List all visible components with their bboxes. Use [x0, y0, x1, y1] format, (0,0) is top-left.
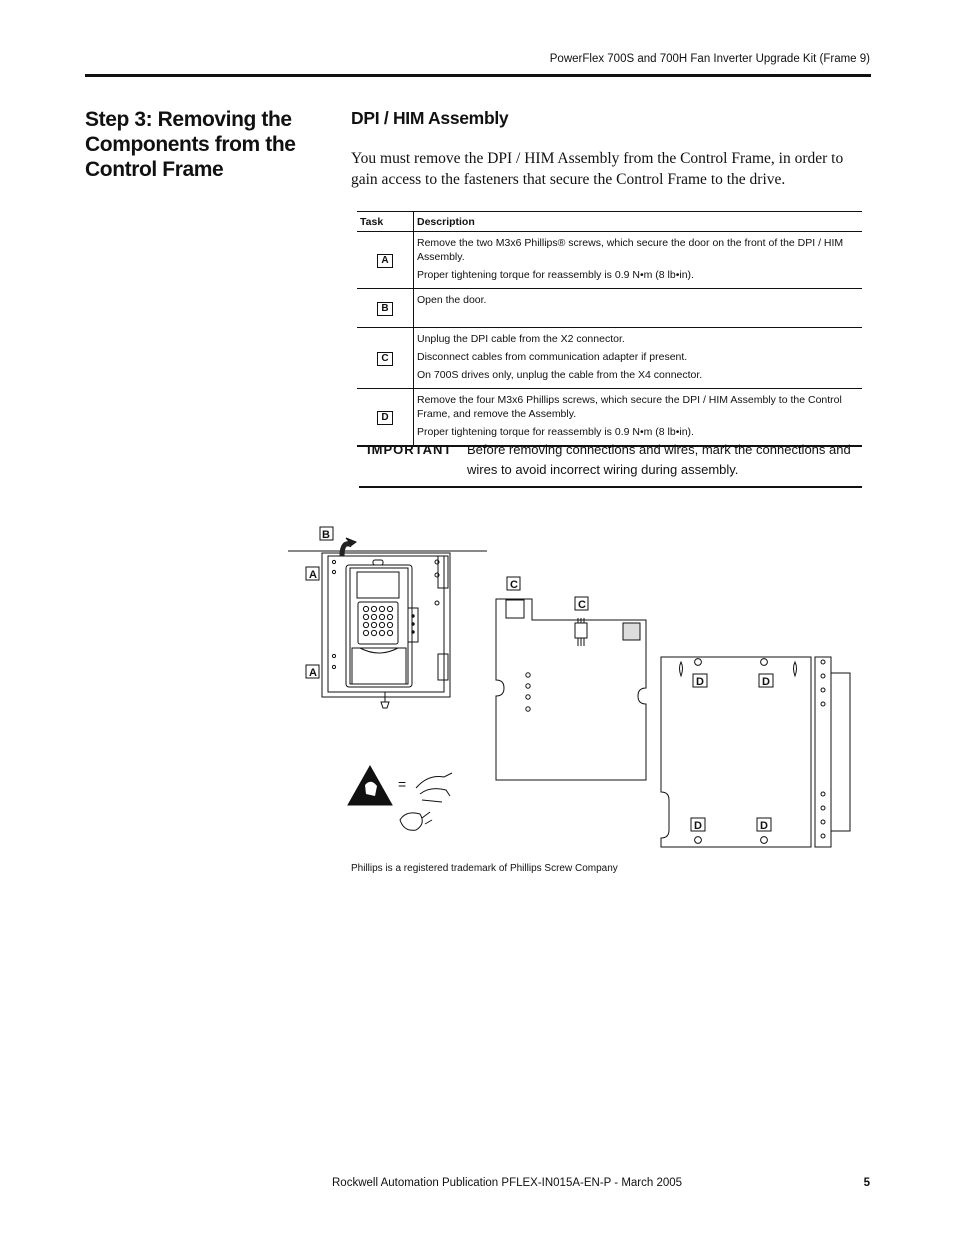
task-letter-badge: B: [377, 302, 392, 316]
task-description-line: Remove the four M3x6 Phillips screws, which secure the DPI / HIM Assembly to the Control Frame, and remove the Assembly.: [417, 394, 842, 420]
svg-text:D: D: [696, 676, 704, 688]
callout-d-bottom-right: [757, 818, 771, 832]
svg-text:D: D: [694, 820, 702, 832]
table-row: [357, 232, 862, 289]
svg-text:D: D: [762, 676, 770, 688]
callout-d-top-left: [693, 674, 707, 688]
intro-paragraph: You must remove the DPI / HIM Assembly from the Control Frame, in order to gain access to the fasteners that secure the Control Frame to the drive.: [351, 150, 844, 188]
task-description-line: Unplug the DPI cable from the X2 connector.: [417, 333, 625, 345]
trademark-caption: Phillips is a registered trademark of Phillips Screw Company: [351, 863, 618, 874]
svg-text:B: B: [322, 529, 330, 541]
svg-text:A: A: [309, 569, 317, 581]
section-title: DPI / HIM Assembly: [351, 108, 509, 128]
description-column-header: Description: [414, 212, 863, 232]
task-description-line: Remove the two M3x6 Phillips® screws, which secure the door on the front of the DPI / HIM Assembly.: [417, 237, 844, 263]
important-label: IMPORTANT: [367, 442, 453, 457]
page-number: 5: [863, 1177, 870, 1189]
svg-text:D: D: [760, 820, 768, 832]
svg-text:A: A: [309, 667, 317, 679]
callout-d-bottom-left: [691, 818, 705, 832]
task-description-line: On 700S drives only, unplug the cable from the X4 connector.: [417, 369, 703, 381]
task-description-line: Proper tightening torque for reassembly is 0.9 N•m (8 lb•in).: [417, 426, 694, 438]
header-rule: [85, 74, 871, 77]
assembly-diagram: [280, 520, 870, 855]
svg-text:C: C: [510, 579, 518, 591]
callout-a-top: [306, 567, 319, 581]
task-column-header: Task: [357, 212, 414, 232]
task-table: [357, 211, 862, 447]
callout-a-bottom: [306, 665, 319, 679]
control-board-illustration: [496, 599, 646, 780]
task-letter-badge: A: [377, 254, 392, 268]
step-title: Step 3: Removing the Components from the Control Frame: [85, 108, 296, 181]
drive-front-illustration: [288, 538, 487, 708]
callout-d-top-right: [759, 674, 773, 688]
table-row: [357, 328, 862, 389]
esd-warning-icon: [348, 766, 452, 830]
task-letter-badge: D: [377, 411, 392, 425]
task-description-line: Open the door.: [417, 294, 487, 306]
svg-text:C: C: [578, 599, 586, 611]
important-text: Before removing connections and wires, mark the connections and wires to avoid incorrect wiring during assembly.: [467, 442, 851, 477]
task-description-line: Disconnect cables from communication adapter if present.: [417, 351, 688, 363]
svg-text:=: =: [398, 776, 407, 792]
mounting-plate-illustration: [661, 657, 850, 847]
footer-publication: Rockwell Automation Publication PFLEX-IN015A-EN-P - March 2005: [332, 1177, 683, 1189]
callout-c-board: [507, 577, 520, 591]
table-row: [357, 289, 862, 328]
callout-b: [320, 527, 333, 541]
callout-c-connector: [575, 597, 588, 611]
important-notice: [359, 430, 862, 488]
running-header: PowerFlex 700S and 700H Fan Inverter Upgrade Kit (Frame 9): [549, 53, 870, 65]
task-description-line: Proper tightening torque for reassembly is 0.9 N•m (8 lb•in).: [417, 269, 694, 281]
task-letter-badge: C: [377, 352, 392, 366]
